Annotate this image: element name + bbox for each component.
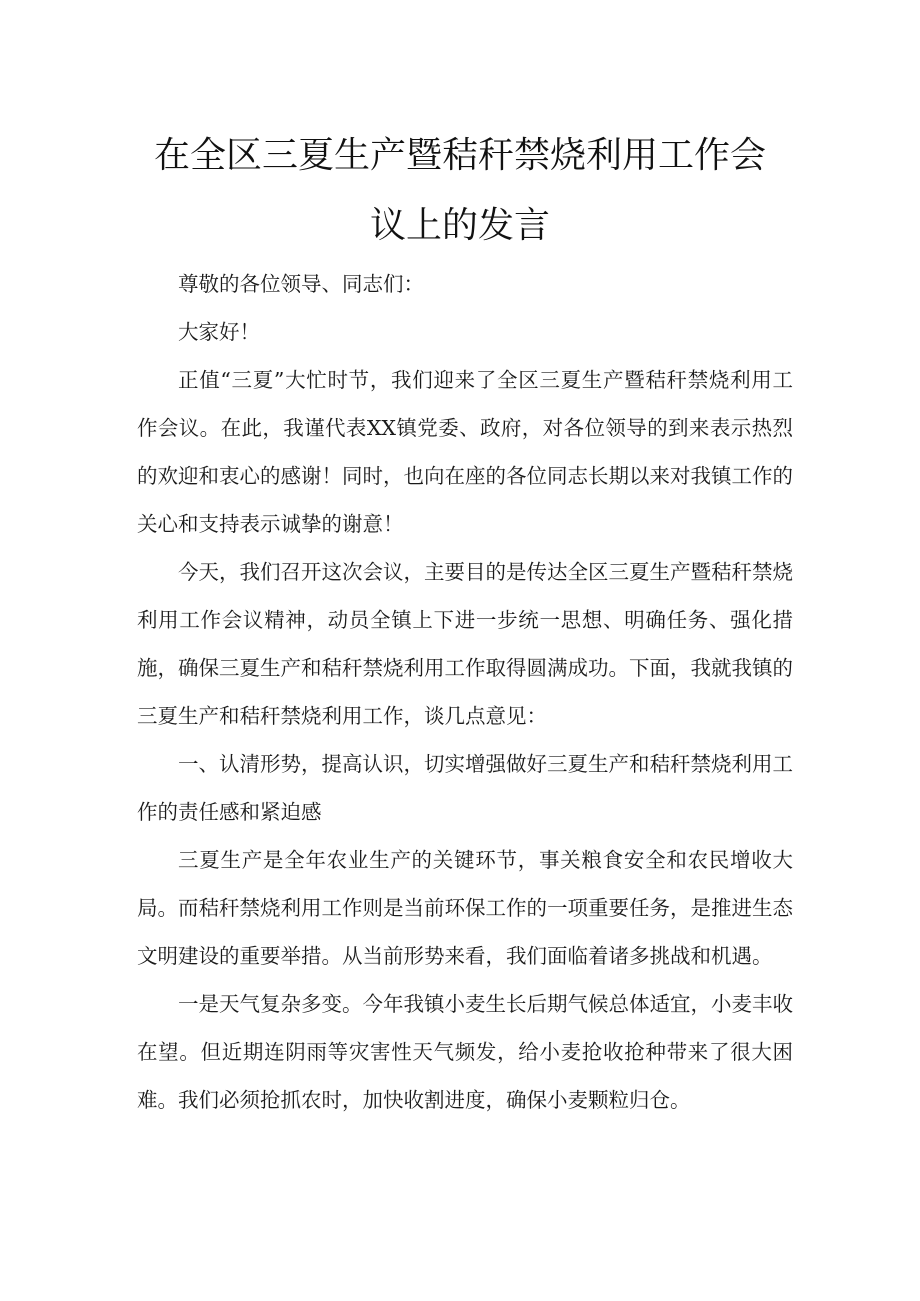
paragraph-welcome: 正值“三夏”大忙时节，我们迎来了全区三夏生产暨秸秆禁烧利用工作会议。在此，我谨代表XX镇党委、政府，对各位领导的到来表示热烈的欢迎和衷心的感谢！同时，也向在座的各位同志长期以来对我镇工作的关心和支持表示诚挚的谢意！ xyxy=(137,368,793,536)
greeting: 大家好！ xyxy=(178,320,260,344)
paragraph-purpose: 今天，我们召开这次会议，主要目的是传达全区三夏生产暨秸秆禁烧利用工作会议精神，动员全镇上下进一步统一思想、明确任务、强化措施，确保三夏生产和秸秆禁烧利用工作取得圆满成功。下面，我就我镇的三夏生产和秸秆禁烧利用工作，谈几点意见： xyxy=(137,560,793,728)
paragraph-situation: 三夏生产是全年农业生产的关键环节，事关粮食安全和农民增收大局。而秸秆禁烧利用工作则是当前环保工作的一项重要任务，是推进生态文明建设的重要举措。从当前形势来看，我们面临着诸多挑战和机遇。 xyxy=(137,848,793,968)
paragraph-weather: 一是天气复杂多变。今年我镇小麦生长后期气候总体适宜，小麦丰收在望。但近期连阴雨等灾害性天气频发，给小麦抢收抢种带来了很大困难。我们必须抢抓农时，加快收割进度，确保小麦颗粒归仓。 xyxy=(137,992,793,1112)
document-body xyxy=(137,260,793,1124)
section-heading-1: 一、认清形势，提高认识，切实增强做好三夏生产和秸秆禁烧利用工作的责任感和紧迫感 xyxy=(137,752,793,824)
document-title-line-1: 在全区三夏生产暨秸秆禁烧利用工作会 xyxy=(153,135,766,176)
salutation: 尊敬的各位领导、同志们： xyxy=(178,272,424,296)
document-title-line-2: 议上的发言 xyxy=(369,205,550,246)
